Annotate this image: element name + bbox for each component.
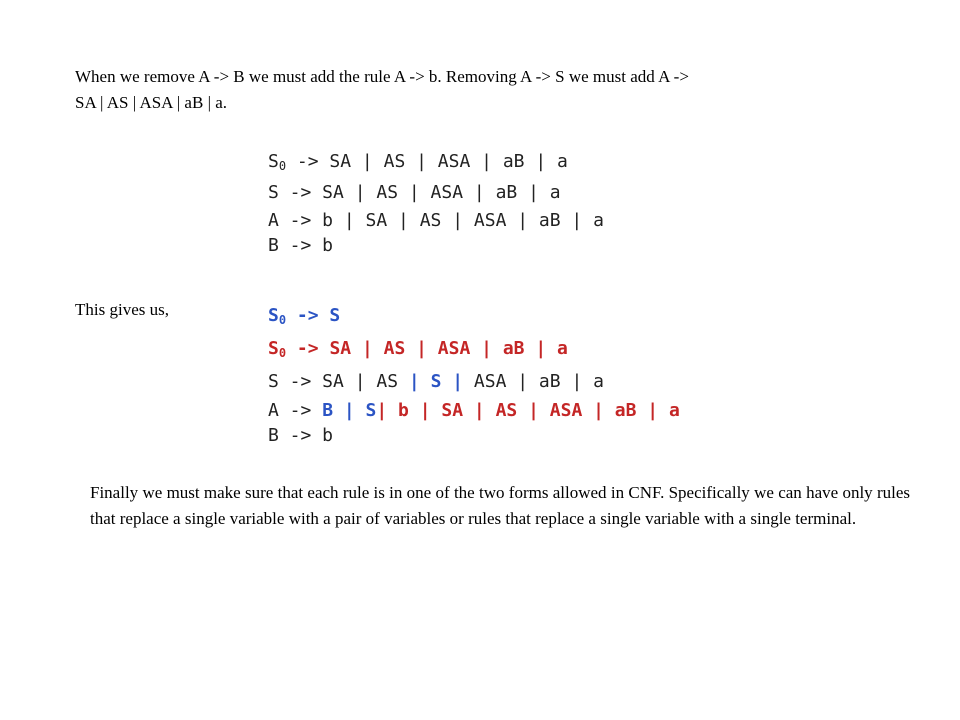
rule-b-result: B -> b bbox=[268, 425, 334, 446]
rule-a-result-removed: B | S bbox=[322, 400, 377, 421]
rule-s0-var: S bbox=[268, 151, 279, 172]
intro-line-2: SA | AS | ASA | aB | a. bbox=[75, 93, 228, 112]
rule-s0-start bbox=[268, 299, 680, 332]
grammar-block-result bbox=[268, 299, 680, 448]
rule-s-result-post: ASA | aB | a bbox=[463, 371, 604, 392]
rule-s0 bbox=[268, 146, 604, 177]
rule-s0-added-arrow: -> bbox=[286, 338, 330, 359]
rule-s0-added-rhs: SA | AS | ASA | aB | a bbox=[329, 338, 568, 359]
gives-us-text: This gives us, bbox=[75, 300, 169, 319]
intro-line-1: When we remove A -> B we must add the rule A -> b. Removing A -> S we must add A -> bbox=[75, 67, 689, 86]
rule-a-result bbox=[268, 398, 680, 423]
grammar-block-original bbox=[268, 146, 604, 258]
rule-s-result-pre: S -> SA | AS bbox=[268, 371, 409, 392]
rule-s0-rhs: -> SA | AS | ASA | aB | a bbox=[286, 151, 568, 172]
rule-a-result-added: | b | SA | AS | ASA | aB | a bbox=[376, 400, 680, 421]
rule-s0-added-var: S bbox=[268, 338, 279, 359]
rule-s0-added-subscript: 0 bbox=[278, 346, 287, 360]
intro-paragraph bbox=[75, 64, 875, 116]
rule-a-result-lhs: A -> bbox=[268, 400, 323, 421]
rule-s-result bbox=[268, 365, 680, 398]
final-paragraph: Finally we must make sure that each rule is in one of the two forms allowed in CNF. Specifically we can have only rules that replace a single variable with a pair of variables or rules that replace a single variable with a single terminal. bbox=[90, 483, 910, 528]
rule-s0-start-subscript: 0 bbox=[278, 313, 287, 327]
rule-s-result-highlight: | S | bbox=[408, 371, 464, 392]
rule-s0-added bbox=[268, 332, 680, 365]
rule-s: S -> SA | AS | ASA | aB | a bbox=[268, 182, 561, 203]
rule-s0-start-var: S bbox=[268, 305, 279, 326]
rule-b: B -> b bbox=[268, 235, 334, 256]
rule-s0-subscript: 0 bbox=[278, 159, 287, 173]
rule-s0-start-rhs: -> S bbox=[286, 305, 341, 326]
rule-a: A -> b | SA | AS | ASA | aB | a bbox=[268, 210, 604, 231]
